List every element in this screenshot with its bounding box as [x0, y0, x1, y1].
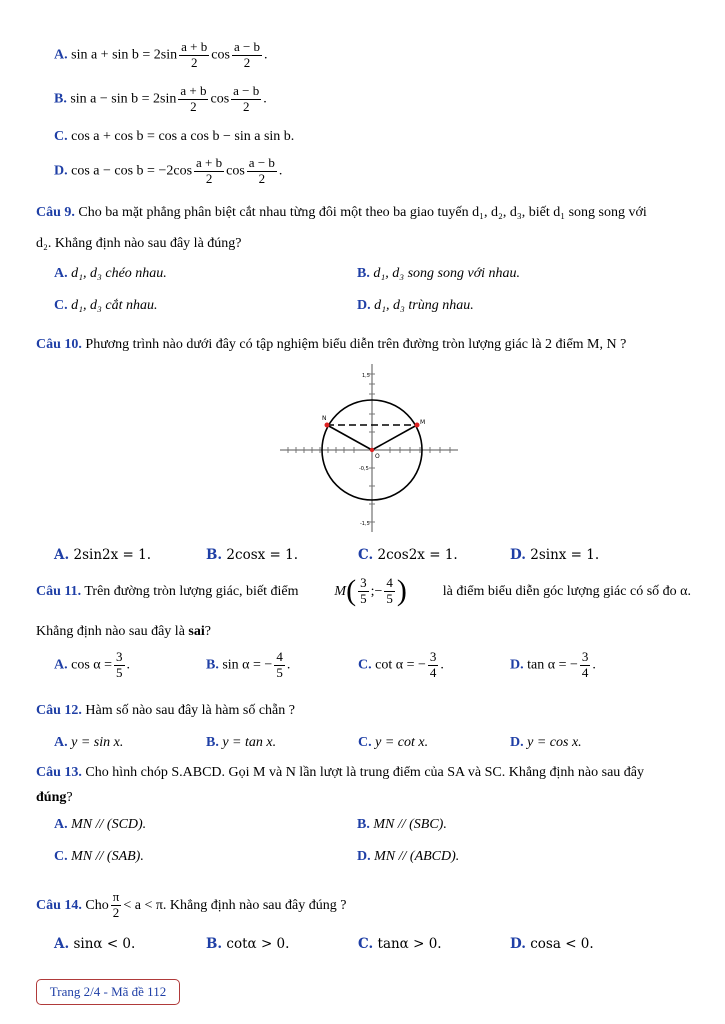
- q12-option-a: A. y = sin x.: [54, 735, 124, 750]
- prev-option-b: B. sin a − sin b = 2sin $\frac{a + b}{2}$ cos $\frac{a - b}{2}$ .: [54, 83, 267, 114]
- q10-option-a: A. 2sin2x = 1.: [54, 547, 151, 563]
- q14-option-d: D. cosa < 0.: [510, 936, 594, 952]
- question-9-line2: d₂. Khẳng định nào sau đây là đúng?: [36, 236, 242, 251]
- question-11: Câu 11. Trên đường tròn lượng giác, biết điểm M ( $\frac{3}{5}$ ;− $\frac{4}{5}$ ) là điểm biểu diễn góc lượng giác có số đo α.: [36, 574, 691, 608]
- prev-option-c: C. cos a + cos b = cos a cos b − sin a sin b.: [54, 129, 295, 144]
- label-y-bottom: -1,5: [360, 521, 370, 527]
- question-14: Câu 14. Cho $\frac{\pi}{2}$ < a < π. Khẳng định nào sau đây đúng ?: [36, 889, 347, 920]
- point-n: [325, 423, 330, 428]
- q9-option-a: A. d₁, d₃ chéo nhau.: [54, 266, 167, 281]
- label-o: O: [375, 453, 380, 460]
- q11-option-a: A. cos α = $\frac{3}{5}$ .: [54, 649, 131, 680]
- prev-option-a: A. sin a + sin b = 2sin $\frac{a + b}{2}$ cos $\frac{a - b}{2}$ .: [54, 39, 268, 70]
- q9-option-d: D. d₁, d₃ trùng nhau.: [357, 298, 474, 313]
- q9-option-b: B. d₁, d₃ song song với nhau.: [357, 266, 521, 281]
- label-n: N: [322, 415, 327, 422]
- segment-on: [327, 425, 372, 450]
- q12-option-d: D. y = cos x.: [510, 735, 582, 750]
- point-m: [415, 423, 420, 428]
- q10-option-d: D. 2sinx = 1.: [510, 547, 600, 563]
- prev-option-d: D. cos a − cos b = −2cos $\frac{a + b}{2}$ cos $\frac{a - b}{2}$ .: [54, 155, 283, 186]
- question-13-line2: đúng?: [36, 790, 73, 805]
- label-m: M: [420, 419, 426, 426]
- q14-option-b: B. cotα > 0.: [206, 936, 290, 952]
- q11-option-b: B. sin α = − $\frac{4}{5}$ .: [206, 649, 291, 680]
- q14-option-a: A. sinα < 0.: [54, 936, 136, 952]
- question-10: Câu 10. Phương trình nào dưới đây có tập nghiệm biểu diễn trên đường tròn lượng giác là 2 điểm M, N ?: [36, 337, 627, 352]
- q11-option-c: C. cot α = − $\frac{3}{4}$ .: [358, 649, 444, 680]
- q10-option-c: C. 2cos2x = 1.: [358, 547, 458, 563]
- q13-option-b: B. MN // (SBC).: [357, 817, 447, 832]
- question-12: Câu 12. Hàm số nào sau đây là hàm số chẵn ?: [36, 703, 295, 718]
- segment-om: [372, 425, 417, 450]
- unit-circle-figure: [280, 362, 460, 534]
- q14-option-c: C. tanα > 0.: [358, 936, 442, 952]
- label-y-top: 1,5: [362, 373, 370, 379]
- q10-option-b: B. 2cosx = 1.: [206, 547, 299, 563]
- q12-option-c: C. y = cot x.: [358, 735, 429, 750]
- q13-option-d: D. MN // (ABCD).: [357, 849, 460, 864]
- q9-option-c: C. d₁, d₃ cắt nhau.: [54, 298, 158, 313]
- question-9: Câu 9. Cho ba mặt phẳng phân biệt cắt nhau từng đôi một theo ba giao tuyến d₁, d₂, d₃, biết d₁ song song với: [36, 205, 647, 220]
- label-y-neg: -0,5: [359, 466, 369, 472]
- q11-option-d: D. tan α = − $\frac{3}{4}$ .: [510, 649, 596, 680]
- point-o: [370, 448, 374, 452]
- q13-option-a: A. MN // (SCD).: [54, 817, 147, 832]
- q12-option-b: B. y = tan x.: [206, 735, 277, 750]
- q13-option-c: C. MN // (SAB).: [54, 849, 144, 864]
- question-11-line2: Khẳng định nào sau đây là sai?: [36, 624, 211, 639]
- question-13: Câu 13. Cho hình chóp S.ABCD. Gọi M và N lần lượt là trung điểm của SA và SC. Khẳng định nào sau đây: [36, 765, 645, 780]
- page-footer: Trang 2/4 - Mã đề 112: [36, 979, 180, 1005]
